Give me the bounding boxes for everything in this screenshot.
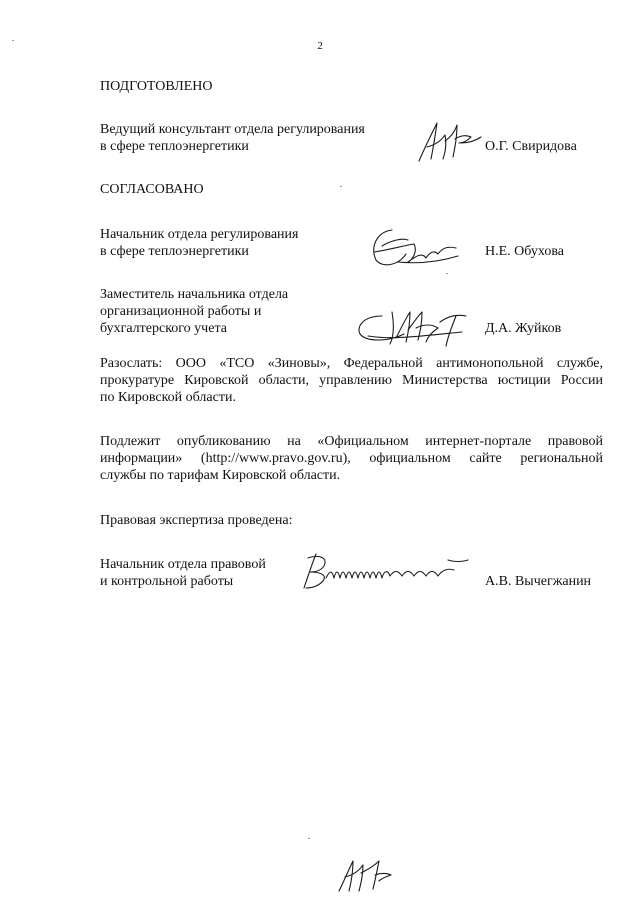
signer-name-sviridova: О.Г. Свиридова (485, 139, 577, 154)
agreed-position-zhuikov (100, 286, 288, 337)
scan-speck (12, 40, 14, 41)
position-line: бухгалтерского учета (100, 321, 227, 336)
publication-line: Подлежит опубликованию на «Официальном интернет-портале правовой (100, 434, 603, 449)
signature-vychegzhanin (298, 548, 473, 593)
signature-obukhova (368, 222, 468, 272)
position-line: Начальник отдела правовой (100, 557, 266, 572)
position-line: организационной работы и (100, 304, 262, 319)
agreed-heading: СОГЛАСОВАНО (100, 182, 204, 197)
prepared-heading: ПОДГОТОВЛЕНО (100, 79, 213, 94)
scan-speck (340, 186, 342, 187)
prepared-position (100, 121, 365, 155)
signer-name-obukhova: Н.Е. Обухова (485, 244, 564, 259)
legal-review-statement: Правовая экспертиза проведена: (100, 513, 293, 528)
signer-name-zhuikov: Д.А. Жуйков (485, 321, 562, 336)
position-line: Ведущий консультант отдела регулирования (100, 122, 365, 137)
position-line: Начальник отдела регулирования (100, 227, 299, 242)
distribution-paragraph (100, 355, 603, 406)
scan-speck (446, 273, 448, 274)
signer-name-vychegzhanin: А.В. Вычегжанин (485, 574, 592, 589)
publication-line: службы по тарифам Кировской области. (100, 468, 341, 483)
publication-paragraph (100, 433, 603, 484)
position-line: в сфере теплоэнергетики (100, 244, 249, 259)
signature-zhuikov (352, 302, 472, 352)
legal-review-position (100, 556, 266, 590)
agreed-position-obukhova (100, 226, 298, 260)
distribution-line: по Кировской области. (100, 390, 236, 405)
publication-line: информации» (http://www.pravo.gov.ru), официальном сайте региональной (100, 451, 603, 466)
distribution-line: Разослать: ООО «ТСО «Зиновы», Федеральной антимонопольной службе, (100, 356, 603, 371)
position-line: в сфере теплоэнергетики (100, 139, 249, 154)
scan-speck (308, 838, 310, 839)
initials-mark (335, 855, 395, 895)
signature-sviridova (415, 117, 485, 167)
position-line: Заместитель начальника отдела (100, 287, 289, 302)
position-line: и контрольной работы (100, 574, 234, 589)
distribution-line: прокуратуре Кировской области, управлению Министерства юстиции России (100, 373, 603, 388)
page-number: 2 (317, 40, 323, 52)
